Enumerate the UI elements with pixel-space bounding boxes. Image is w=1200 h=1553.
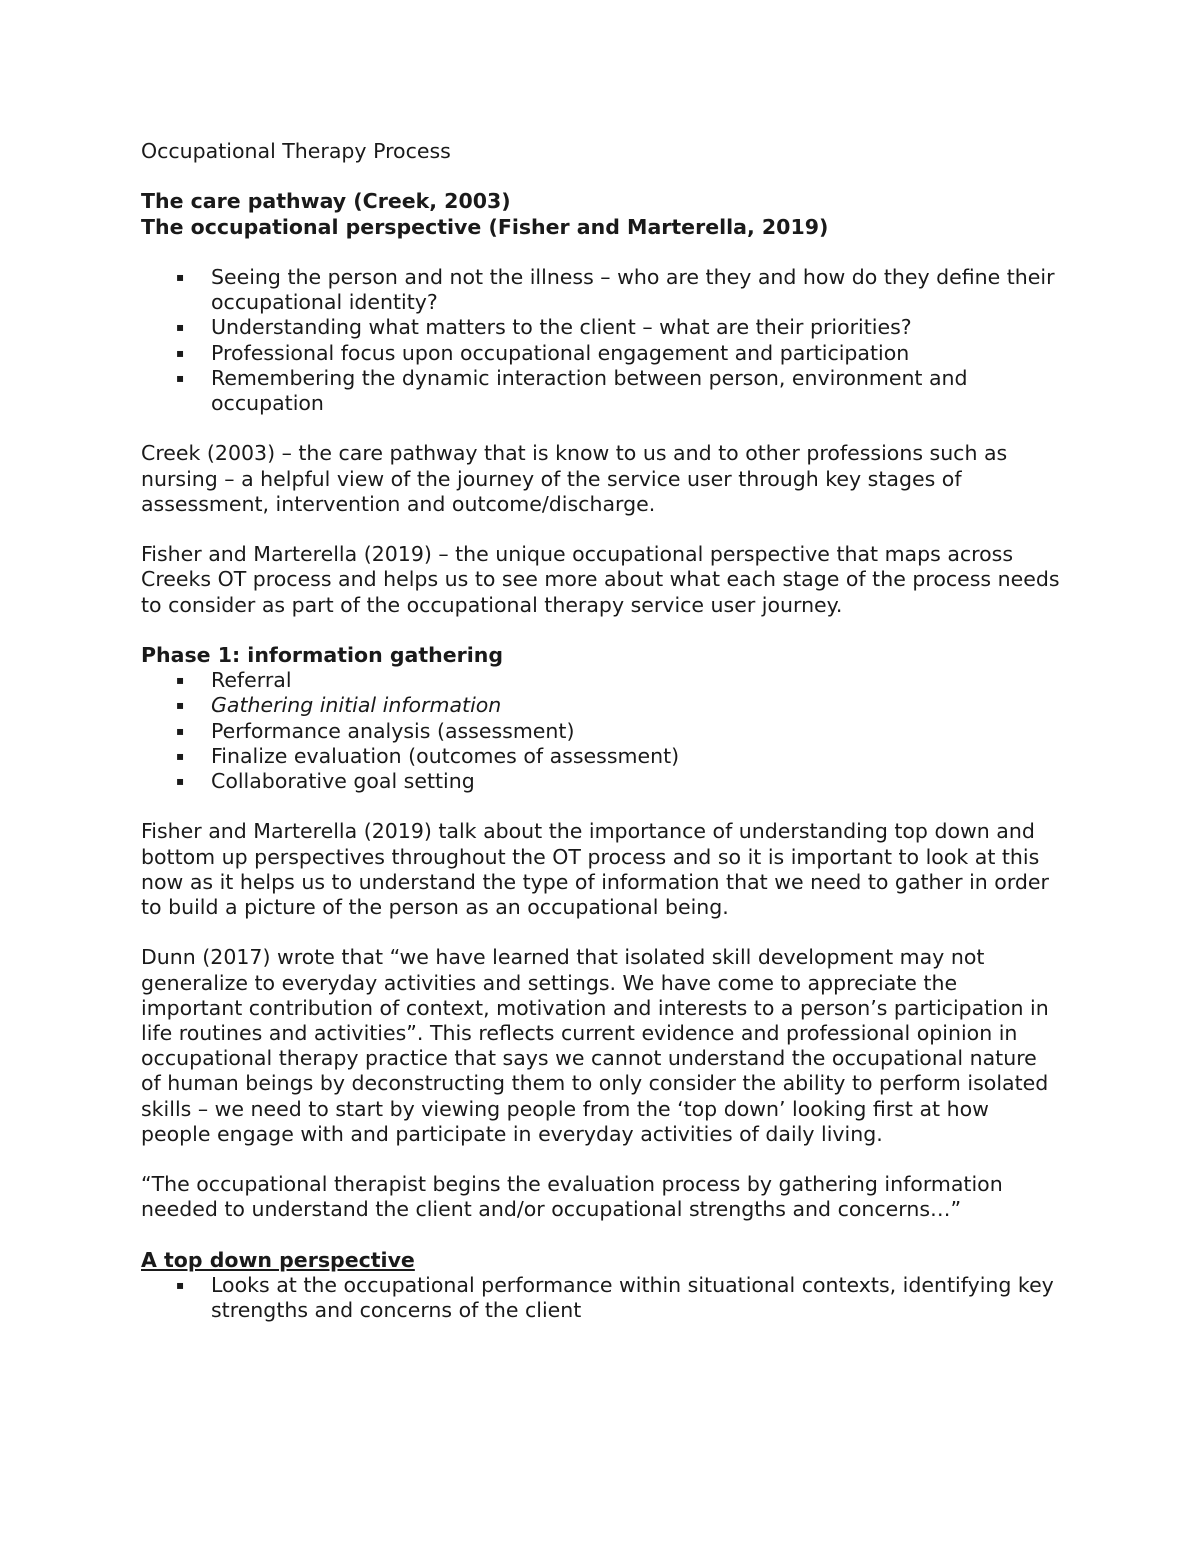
subtitle-care-pathway: The care pathway (Creek, 2003)	[141, 189, 511, 214]
list-item-text: Seeing the person and not the illness – who are they and how do they define their occupational identity?	[211, 264, 1055, 315]
spacer	[141, 164, 1061, 189]
bullet-icon: ▪	[176, 269, 185, 284]
paragraph-dunn: Dunn (2017) wrote that “we have learned that isolated skill development may not generalize to everyday activities and settings. We have come to appreciate the important contribution of context, motivation and interests to a person’s participation in life routines and activities”. This reflects current evidence and professional opinion in occupational therapy practice that says we cannot understand the occupational nature of human beings by deconstructing them to only consider the ability to perform isolated skills – we need to start by viewing people from the ‘top down’ looking first at how people engage with and participate in everyday activities of daily living.	[141, 945, 1049, 1146]
paragraph-creek: Creek (2003) – the care pathway that is know to us and to other professions such as nursing – a helpful view of the journey of the service user through key stages of assessment, intervention and outcome/discharge.	[141, 441, 1008, 516]
bullet-icon: ▪	[176, 1278, 185, 1292]
bullet-icon: ▪	[176, 698, 185, 713]
list-item	[141, 719, 1061, 744]
list-item-text: Performance analysis (assessment)	[211, 718, 575, 743]
list-item	[141, 366, 1061, 416]
bullet-icon: ▪	[176, 345, 185, 360]
paragraph-top-down: Fisher and Marterella (2019) talk about the importance of understanding top down and bottom up perspectives throughout the OT process and so it is important to look at this now as it helps us to understand the type of information that we need to gather in order to build a picture of the person as an occupational being.	[141, 819, 1049, 919]
phase1-heading: Phase 1: information gathering	[141, 642, 504, 667]
bullet-icon: ▪	[176, 370, 185, 385]
subtitle-occupational-perspective: The occupational perspective (Fisher and Marterella, 2019)	[141, 214, 829, 239]
bullet-icon: ▪	[176, 774, 185, 788]
spacer	[141, 517, 1061, 542]
list-item-text: Professional focus upon occupational engagement and participation	[211, 340, 910, 365]
document-page	[141, 139, 1061, 1323]
spacer	[141, 920, 1061, 945]
list-item	[141, 693, 1061, 718]
spacer	[141, 1147, 1061, 1172]
bullet-icon: ▪	[176, 723, 185, 738]
phase1-bullet-list	[141, 668, 1061, 794]
list-item	[141, 1273, 1061, 1323]
spacer	[141, 1223, 1061, 1248]
spacer	[141, 240, 1061, 265]
list-item-text: Gathering initial information	[211, 693, 502, 718]
list-item	[141, 341, 1061, 366]
list-item	[141, 769, 1061, 794]
bullet-icon: ▪	[176, 748, 185, 763]
list-item-text: Understanding what matters to the client – what are their priorities?	[211, 315, 912, 340]
list-item-text: Looks at the occupational performance within situational contexts, identifying key strengths and concerns of the client	[211, 1273, 1054, 1323]
list-item-text: Finalize evaluation (outcomes of assessment)	[211, 743, 680, 768]
bullet-icon: ▪	[176, 320, 185, 335]
paragraph-quote: “The occupational therapist begins the evaluation process by gathering information needed to understand the client and/or occupational strengths and concerns…”	[141, 1172, 1003, 1222]
list-item-text: Remembering the dynamic interaction between person, environment and occupation	[211, 365, 968, 415]
intro-bullet-list	[141, 265, 1061, 416]
spacer	[141, 794, 1061, 819]
list-item	[141, 265, 1061, 315]
bullet-icon: ▪	[176, 673, 185, 688]
paragraph-fisher: Fisher and Marterella (2019) – the unique occupational perspective that maps across Creeks OT process and helps us to see more about what each stage of the process needs to consider as part of the occupational therapy service user journey.	[141, 542, 1060, 617]
list-item	[141, 315, 1061, 340]
list-item-text: Collaborative goal setting	[211, 769, 475, 793]
list-item-text: Referral	[211, 668, 292, 693]
spacer	[141, 416, 1061, 441]
spacer	[141, 618, 1061, 643]
list-item	[141, 668, 1061, 693]
top-down-bullet-list	[141, 1273, 1061, 1323]
document-title: Occupational Therapy Process	[141, 139, 451, 163]
top-down-heading: A top down perspective	[141, 1247, 415, 1272]
list-item	[141, 744, 1061, 769]
